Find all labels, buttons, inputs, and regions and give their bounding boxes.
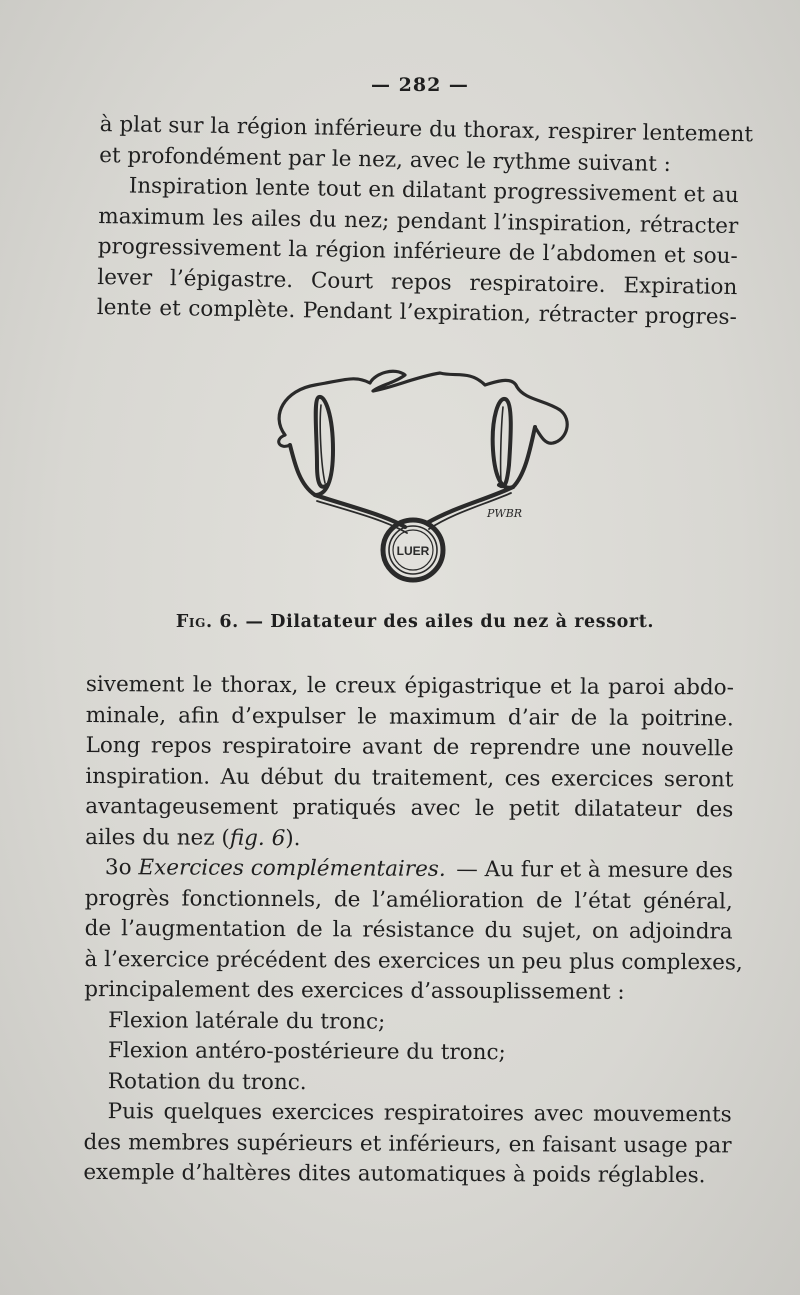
text-line: et profondément par le nez, avec le rythme suivant : [99, 142, 672, 177]
figure-caption [0, 612, 800, 632]
figure-reference: fig. 6 [229, 825, 286, 851]
text-fragment: ailes du nez ( [85, 824, 230, 851]
text-line: à l’exercice précédent des exercices un peu plus complexes, [84, 946, 743, 975]
text-line: Inspiration lente tout en dilatant progressivement et au [128, 173, 739, 209]
text-line: exemple d’haltères dites automatiques à poids réglables. [83, 1159, 706, 1189]
text-line-with-figure-ref [85, 822, 733, 856]
text-line: avantageusement pratiqués avec le petit dilatateur des [85, 793, 734, 823]
text-line: principalement des exercices d’assouplissement : [84, 976, 625, 1005]
text-line: sivement le thorax, le creux épigastrique et la paroi abdo- [85, 672, 734, 701]
section-title: Exercices complémentaires. [138, 855, 446, 882]
text-line: des membres supérieurs et inférieurs, en faisant usage par [83, 1129, 732, 1158]
luer-label: LUER [396, 544, 430, 558]
text-line: de l’augmentation de la résistance du sujet, on adjoindra [84, 915, 733, 945]
text-line: Puis quelques exercices respiratoires avec mouvements [107, 1099, 732, 1128]
text-line: maximum les ailes du nez; pendant l’inspiration, rétracter [98, 203, 739, 239]
caption-text: — Dilatateur des ailes du nez à ressort. [245, 612, 655, 632]
text-line: minale, afin d’expulser le maximum d’air de la poitrine. [85, 702, 734, 731]
paragraph-bottom [83, 670, 743, 1192]
engraver-signature: PWBR [487, 507, 523, 520]
section-number: 3o [104, 855, 132, 881]
caption-label: Fig. 6. [175, 612, 239, 632]
list-item: Flexion antéro-postérieure du tronc; [107, 1038, 506, 1066]
text-line: Long repos respiratoire avant de reprendre une nouvelle [85, 732, 734, 762]
page-number: — 282 — [371, 74, 469, 96]
paragraph-top [96, 110, 754, 334]
text-fragment: — Au fur et à mesure des [456, 856, 734, 884]
text-fragment: ). [285, 825, 301, 851]
text-line: progrès fonctionnels, de l’amélioration de l’état général, [84, 885, 733, 914]
text-line: progressivement la région inférieure de l’abdomen et sou- [97, 233, 738, 270]
nasal-dilator-illustration [255, 355, 585, 595]
list-item: Flexion latérale du tronc; [108, 1007, 386, 1035]
section-heading-line [85, 853, 733, 887]
list-item: Rotation du tronc. [107, 1068, 307, 1095]
text-line: inspiration. Au début du traitement, ces exercices seront [85, 763, 734, 792]
text-line: à plat sur la région inférieure du thorax, respirer lentement [99, 111, 754, 148]
text-line: lente et complète. Pendant l’expiration, rétracter progres- [96, 294, 738, 331]
text-line: lever l’épigastre. Court repos respiratoire. Expiration [97, 264, 738, 300]
